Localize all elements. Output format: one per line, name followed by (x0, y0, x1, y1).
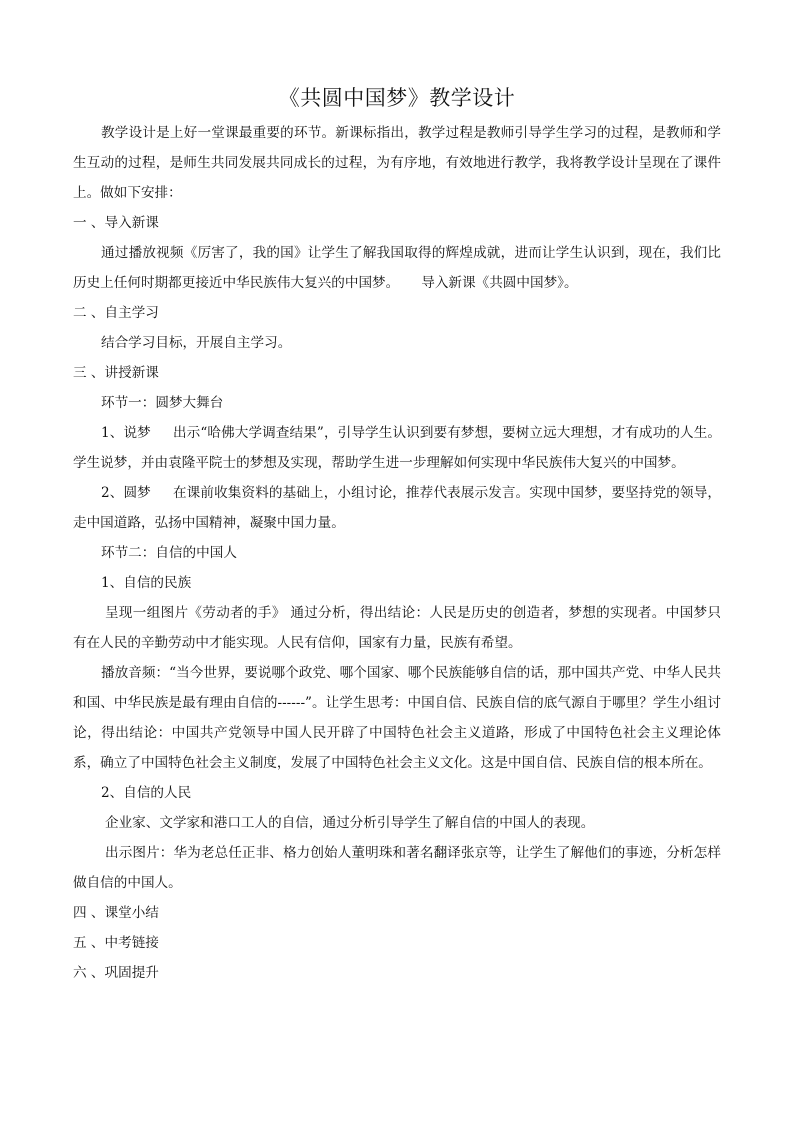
section-heading-3: 三 、讲授新课 (73, 365, 159, 381)
section-heading-6: 六 、巩固提升 (73, 965, 159, 981)
section-1-text-b: 导入新课《共圆中国梦》。 (421, 275, 578, 291)
document-body (73, 118, 721, 988)
link-1-item-2 (73, 478, 721, 538)
link-2-label: 环节二：自信的中国人 (101, 545, 237, 561)
section-1-paragraph (73, 238, 721, 298)
section-heading-2: 二 、自主学习 (73, 305, 159, 321)
section-1-text-a: 通过播放视频《厉害了，我的国》让学生了解我国取得的辉煌成就，进而让学生认识到，现在，我们比历史上任何时期都更接近中华民族伟大复兴的中国梦。 (73, 245, 721, 291)
document-title: 《共圆中国梦》教学设计 (278, 86, 516, 110)
sub-1-label: 1、自信的民族 (101, 575, 192, 591)
intro-paragraph: 教学设计是上好一堂课最重要的环节。新课标指出，教学过程是教师引导学生学习的过程，是教师和学生互动的过程，是师生共同发展共同成长的过程，为有序地，有效地进行教学，我将教学设计呈现在了课件上。做如下安排： (73, 125, 721, 201)
item-2-label: 2、圆梦 (101, 485, 151, 501)
section-heading-4: 四 、课堂小结 (73, 905, 159, 921)
section-2-paragraph: 结合学习目标，开展自主学习。 (101, 335, 292, 351)
item-1-text: 出示“哈佛大学调查结果”，引导学生认识到要有梦想，要树立远大理想，才有成功的人生。学生说梦，并由袁隆平院士的梦想及实现，帮助学生进一步理解如何实现中华民族伟大复兴的中国梦。 (73, 425, 721, 471)
item-1-label: 1、说梦 (101, 425, 151, 441)
section-heading-1: 一 、导入新课 (73, 215, 159, 231)
sub-2-text: 企业家、文学家和港口工人的自信，通过分析引导学生了解自信的中国人的表现。 (105, 815, 595, 831)
sub-2-images: 出示图片：华为老总任正非、格力创始人董明珠和著名翻译张京等，让学生了解他们的事迹，分析怎样做自信的中国人。 (73, 845, 721, 891)
sub-1-audio: 播放音频：“当今世界，要说哪个政党、哪个国家、哪个民族能够自信的话，那中国共产党、中华人民共和国、中华民族是最有理由自信的------”。让学生思考：中国自信、民族自信的底气源自于哪里？学生小组讨论，得出结论：中国共产党领导中国人民开辟了中国特色社会主义道路，形成了中国特色社会主义理论体系，确立了中国特色社会主义制度，发展了中国特色社会主义文化。这是中国自信、民族自信的根本所在。 (73, 665, 721, 771)
sub-2-label: 2、自信的人民 (101, 785, 192, 801)
sub-1-text: 呈现一组图片《劳动者的手》 通过分析，得出结论：人民是历史的创造者，梦想的实现者。中国梦只有在人民的辛勤劳动中才能实现。人民有信仰，国家有力量，民族有希望。 (73, 605, 721, 651)
link-1-item-1 (73, 418, 721, 478)
item-2-text: 在课前收集资料的基础上，小组讨论，推荐代表展示发言。实现中国梦，要坚持党的领导，走中国道路，弘扬中国精神，凝聚中国力量。 (73, 485, 721, 531)
link-1-label: 环节一：圆梦大舞台 (101, 395, 224, 411)
section-heading-5: 五 、中考链接 (73, 935, 159, 951)
